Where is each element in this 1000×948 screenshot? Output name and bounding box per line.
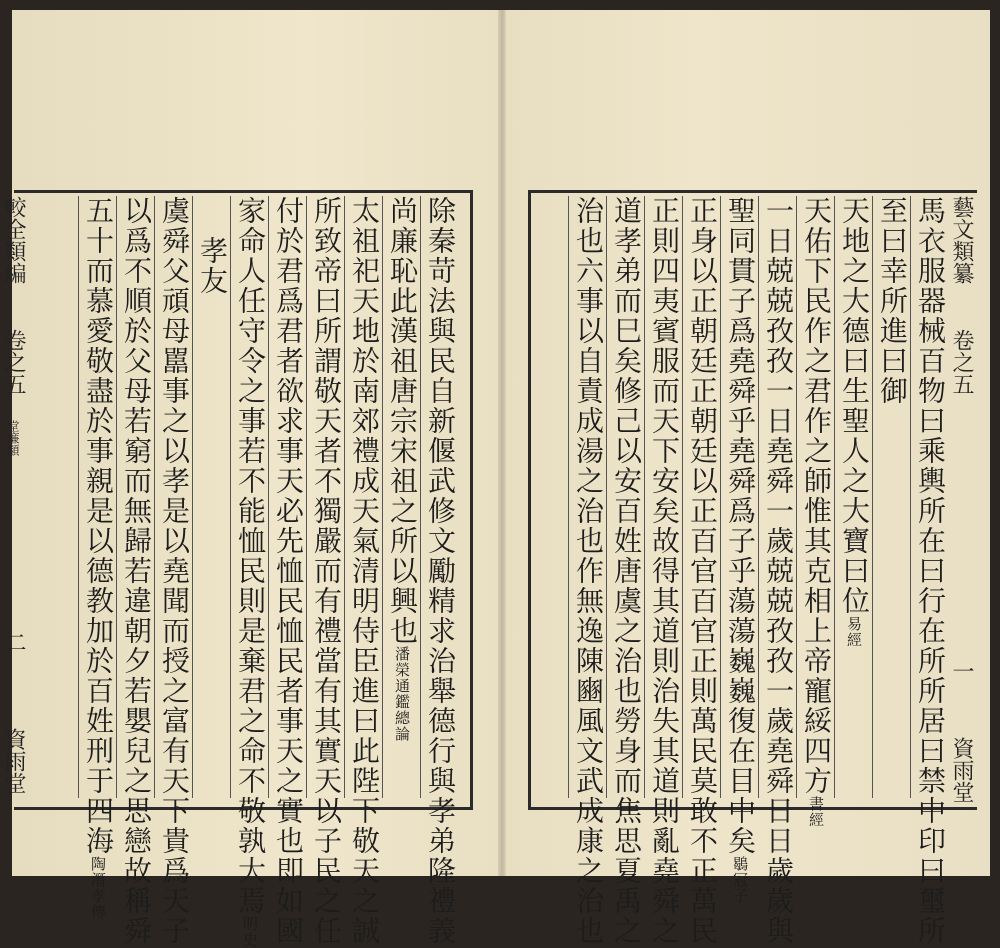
edge-volume: 卷之五 xyxy=(949,329,974,395)
text-column: 五十而慕愛敬盡於事親是以德教加於百姓刑于四海陶潛孝傳 xyxy=(78,196,117,798)
source-note: 鶡冠子 xyxy=(731,856,749,904)
edge-section: 堂廉類 xyxy=(6,420,20,456)
edge-title: 較全類編 xyxy=(1,196,26,284)
edge-title: 藝文類纂 xyxy=(949,196,974,284)
source-note: 陶潛孝傳 xyxy=(89,856,107,920)
text-column: 所致帝曰所謂敬天者不獨嚴而有禮當有其實天以子民之任 xyxy=(306,196,345,798)
source-note: 書經 xyxy=(807,796,825,828)
edge-publisher: 資雨堂 xyxy=(1,728,26,794)
source-note: 易經 xyxy=(845,616,863,648)
text-column: 虞舜父頑母嚚事之以孝是以堯聞而授之富有天下貴爲天子 xyxy=(154,196,193,798)
edge-page-number: 二 xyxy=(1,631,26,653)
text-column: 太祖祀天地於南郊禮成天氣清明侍臣進曰此陛下敬天之誠 xyxy=(344,196,383,798)
text-column: 至曰幸所進曰御 xyxy=(872,196,911,798)
text-column: 馬衣服器械百物曰乘輿所在曰行在所所居曰禁中印曰璽所 xyxy=(910,196,949,798)
text-column: 正身以正朝廷正朝廷以正百官百官正則萬民莫敢不正萬民 xyxy=(682,196,721,798)
text-column: 治也六事以自責成湯之治也作無逸陳豳風文武成康之治也 xyxy=(568,196,607,798)
section-heading: 孝友 xyxy=(196,236,229,296)
text-column: 道孝弟而巳矣修己以安百姓唐虞之治也勞身而焦思夏禹之 xyxy=(606,196,645,798)
text-column: 一日兢兢孜孜一日堯舜一歲兢兢孜孜一歲堯舜日日歲歲與 xyxy=(758,196,797,798)
text-column: 正則四夷賓服而天下安矣故得其道則治失其道則亂堯舜之 xyxy=(644,196,683,798)
edge-publisher: 資雨堂 xyxy=(949,737,974,803)
text-column: 尚廉恥此漢祖唐宗宋祖之所以興也潘榮通鑑總論 xyxy=(382,196,421,798)
text-column: 聖同貫子爲堯舜乎堯舜爲子乎蕩蕩巍巍復在目中矣鶡冠子 xyxy=(720,196,759,798)
text-column: 以爲不順於父母若窮而無歸若違朝夕若嬰兒之思戀故稱舜 xyxy=(116,196,155,798)
text-column: 家命人任守令之事若不能恤民則是棄君之命不敬孰大焉明史 xyxy=(230,196,269,798)
right-page-edge xyxy=(948,196,974,803)
text-column: 天佑下民作之君作之師惟其克相上帝寵綏四方書經 xyxy=(796,196,835,798)
edge-volume: 卷之五 xyxy=(1,329,26,395)
source-note: 明史 xyxy=(241,916,259,948)
edge-page-number: 一 xyxy=(949,660,974,682)
text-column: 付於君爲君者欲求事天必先恤民恤民者事天之實也即如國 xyxy=(268,196,307,798)
section-heading-column xyxy=(192,196,231,798)
left-page-edge xyxy=(0,196,26,798)
text-column: 天地之大德曰生聖人之大寶曰位易經 xyxy=(834,196,873,798)
book-gutter xyxy=(498,10,506,876)
text-column: 除秦苛法與民自新偃武修文勵精求治舉德行與孝弟隆禮義 xyxy=(420,196,459,798)
source-note: 潘榮通鑑總論 xyxy=(393,646,411,742)
